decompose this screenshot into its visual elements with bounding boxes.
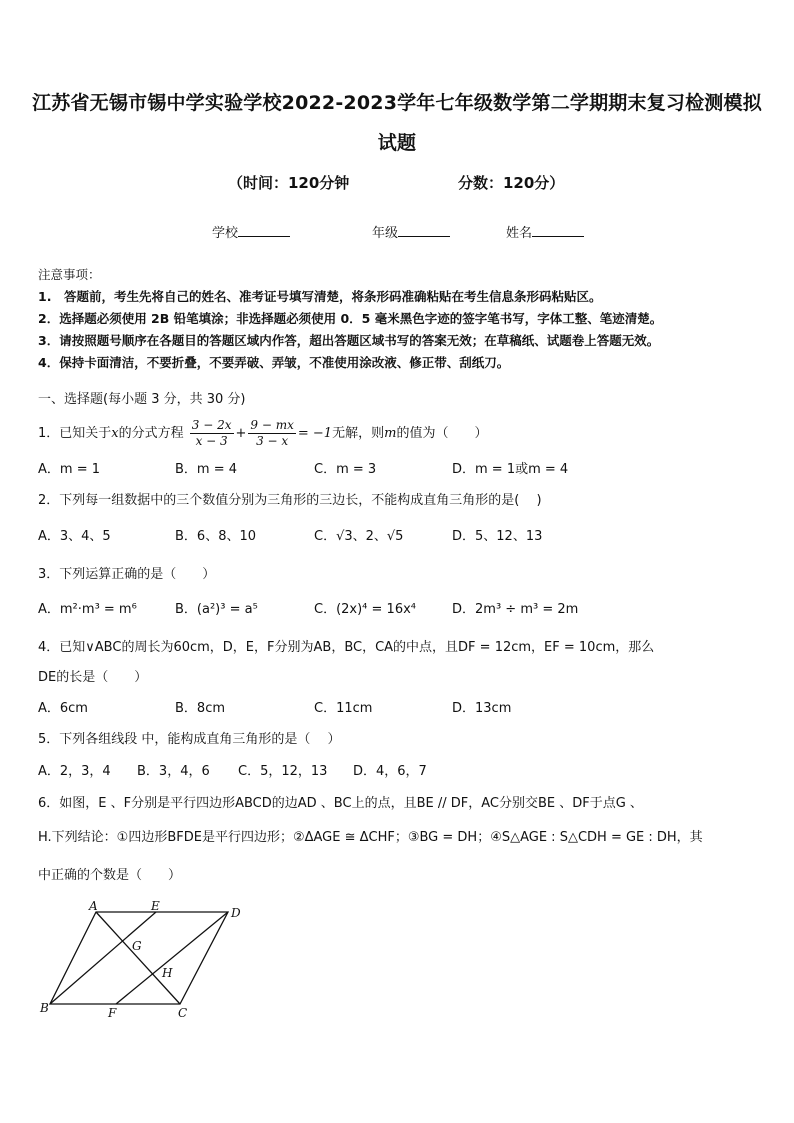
q1-f1-den: x − 3 [195,434,228,448]
label-a: A [89,900,98,913]
label-f: F [108,1006,117,1020]
question-4-line2: DE的长是（ ） [38,670,148,685]
note-item: 2．选择题必须使用 2B 铅笔填涂；非选择题必须使用 0．5 毫米黑色字迹的签字笔书写，字体工整、笔迹清楚。 [38,311,663,326]
q5-option-b[interactable]: B．3，4，6 [137,764,210,779]
q3-option-d[interactable]: D．2m³ ÷ m³ = 2m [452,602,579,617]
label-h: H [162,966,173,980]
label-d: D [231,906,241,920]
question-6-line2: H.下列结论：①四边形BFDE是平行四边形；②ΔAGE ≅ ΔCHF；③BG = DH；④S△AGE : S△CDH = GE : DH，其 [38,830,703,845]
q4-option-a[interactable]: A．6cm [38,701,88,716]
question-3: 3．下列运算正确的是（ ） [38,567,216,582]
q1-var2: m [384,426,397,441]
q3-option-a[interactable]: A．m²·m³ = m⁶ [38,602,137,617]
q1-fraction-2 [248,418,295,449]
grade-label: 年级 [372,226,399,241]
q3-option-c[interactable]: C．(2x)⁴ = 16x⁴ [314,602,417,617]
q2-option-a[interactable]: A．3、4、5 [38,529,111,544]
q1-option-d[interactable]: D．m = 1或m = 4 [452,462,569,477]
label-c: C [178,1006,188,1020]
segment-df [116,912,228,1004]
school-field[interactable] [212,222,290,241]
q1-fraction-1 [190,418,234,449]
q3-option-b[interactable]: B．(a²)³ = a⁵ [175,602,258,617]
q5-option-c[interactable]: C．5，12，13 [238,764,328,779]
q2-option-b[interactable]: B．6、8、10 [175,529,257,544]
parallelogram-figure [38,900,248,1020]
name-blank[interactable] [532,224,584,237]
q5-option-d[interactable]: D．4，6，7 [353,764,427,779]
exam-title-line2: 试题 [377,132,417,154]
notes-block [38,264,662,374]
q4-option-c[interactable]: C．11cm [314,701,373,716]
school-label: 学校 [212,226,239,241]
q1-f2-num: 9 − mx [250,418,294,432]
grade-field[interactable] [372,222,450,241]
q1-suffix: 无解，则 [332,426,385,441]
q4-option-b[interactable]: B．8cm [175,701,226,716]
exam-title-line1: 江苏省无锡市锡中学实验学校2022-2023学年七年级数学第二学期期末复习检测模拟 [32,92,762,114]
notes-heading: 注意事项： [38,267,101,282]
q1-option-b[interactable]: B．m = 4 [175,462,238,477]
q1-eq: = −1 [297,426,333,441]
question-4-line1: 4．已知∨ABC的周长为60cm，D，E，F分别为AB，BC，CA的中点，且DF = 12cm，EF = 10cm，那么 [38,640,655,655]
note-item: 3．请按照题号顺序在各题目的答题区域内作答，超出答题区域书写的答案无效；在草稿纸、试题卷上答题无效。 [38,333,660,348]
q2-option-c[interactable]: C．√3、2、√5 [314,529,404,544]
label-e: E [151,900,160,913]
q1-var: x [111,426,119,441]
diagonal-ac [96,912,180,1004]
question-6-line1: 6．如图，E 、F分别是平行四边形ABCD的边AD 、BC上的点，且BE // DF，AC分别交BE 、DF于点G 、 [38,796,643,811]
label-g: G [132,939,142,953]
school-blank[interactable] [238,224,290,237]
q1-prefix: 1．已知关于 [38,426,112,441]
label-b: B [40,1001,49,1015]
q4-option-d[interactable]: D．13cm [452,701,512,716]
q1-option-a[interactable]: A．m = 1 [38,462,100,477]
question-6-line3: 中正确的个数是（ ） [38,868,182,883]
note-item: 1. 答题前，考生先将自己的姓名、准考证号填写清楚，将条形码准确粘贴在考生信息条形码粘贴区。 [38,289,602,304]
q1-plus: + [235,426,247,441]
exam-score: 分数：120分） [458,174,565,192]
question-1 [38,418,487,449]
q1-suffix2: 的值为（ ） [396,426,488,441]
q1-f2-den: 3 − x [256,434,289,448]
question-5: 5．下列各组线段 中，能构成直角三角形的是（ ） [38,732,341,747]
q1-f1-num: 3 − 2x [191,418,232,432]
parallelogram-abcd [50,912,228,1004]
q5-option-a[interactable]: A．2，3，4 [38,764,111,779]
q1-option-c[interactable]: C．m = 3 [314,462,377,477]
section-title: 一、选择题(每小题 3 分，共 30 分) [38,392,246,407]
name-field[interactable] [506,222,584,241]
grade-blank[interactable] [398,224,450,237]
q1-mid: 的分式方程 [118,426,184,441]
note-item: 4．保持卡面清洁，不要折叠，不要弄破、弄皱，不准使用涂改液、修正带、刮纸刀。 [38,355,510,370]
segment-be [50,912,156,1004]
name-label: 姓名 [506,226,533,241]
exam-time: （时间：120分钟 [228,174,350,192]
q2-option-d[interactable]: D．5、12、13 [452,529,543,544]
question-2: 2．下列每一组数据中的三个数值分别为三角形的三边长，不能构成直角三角形的是( ) [38,493,542,508]
